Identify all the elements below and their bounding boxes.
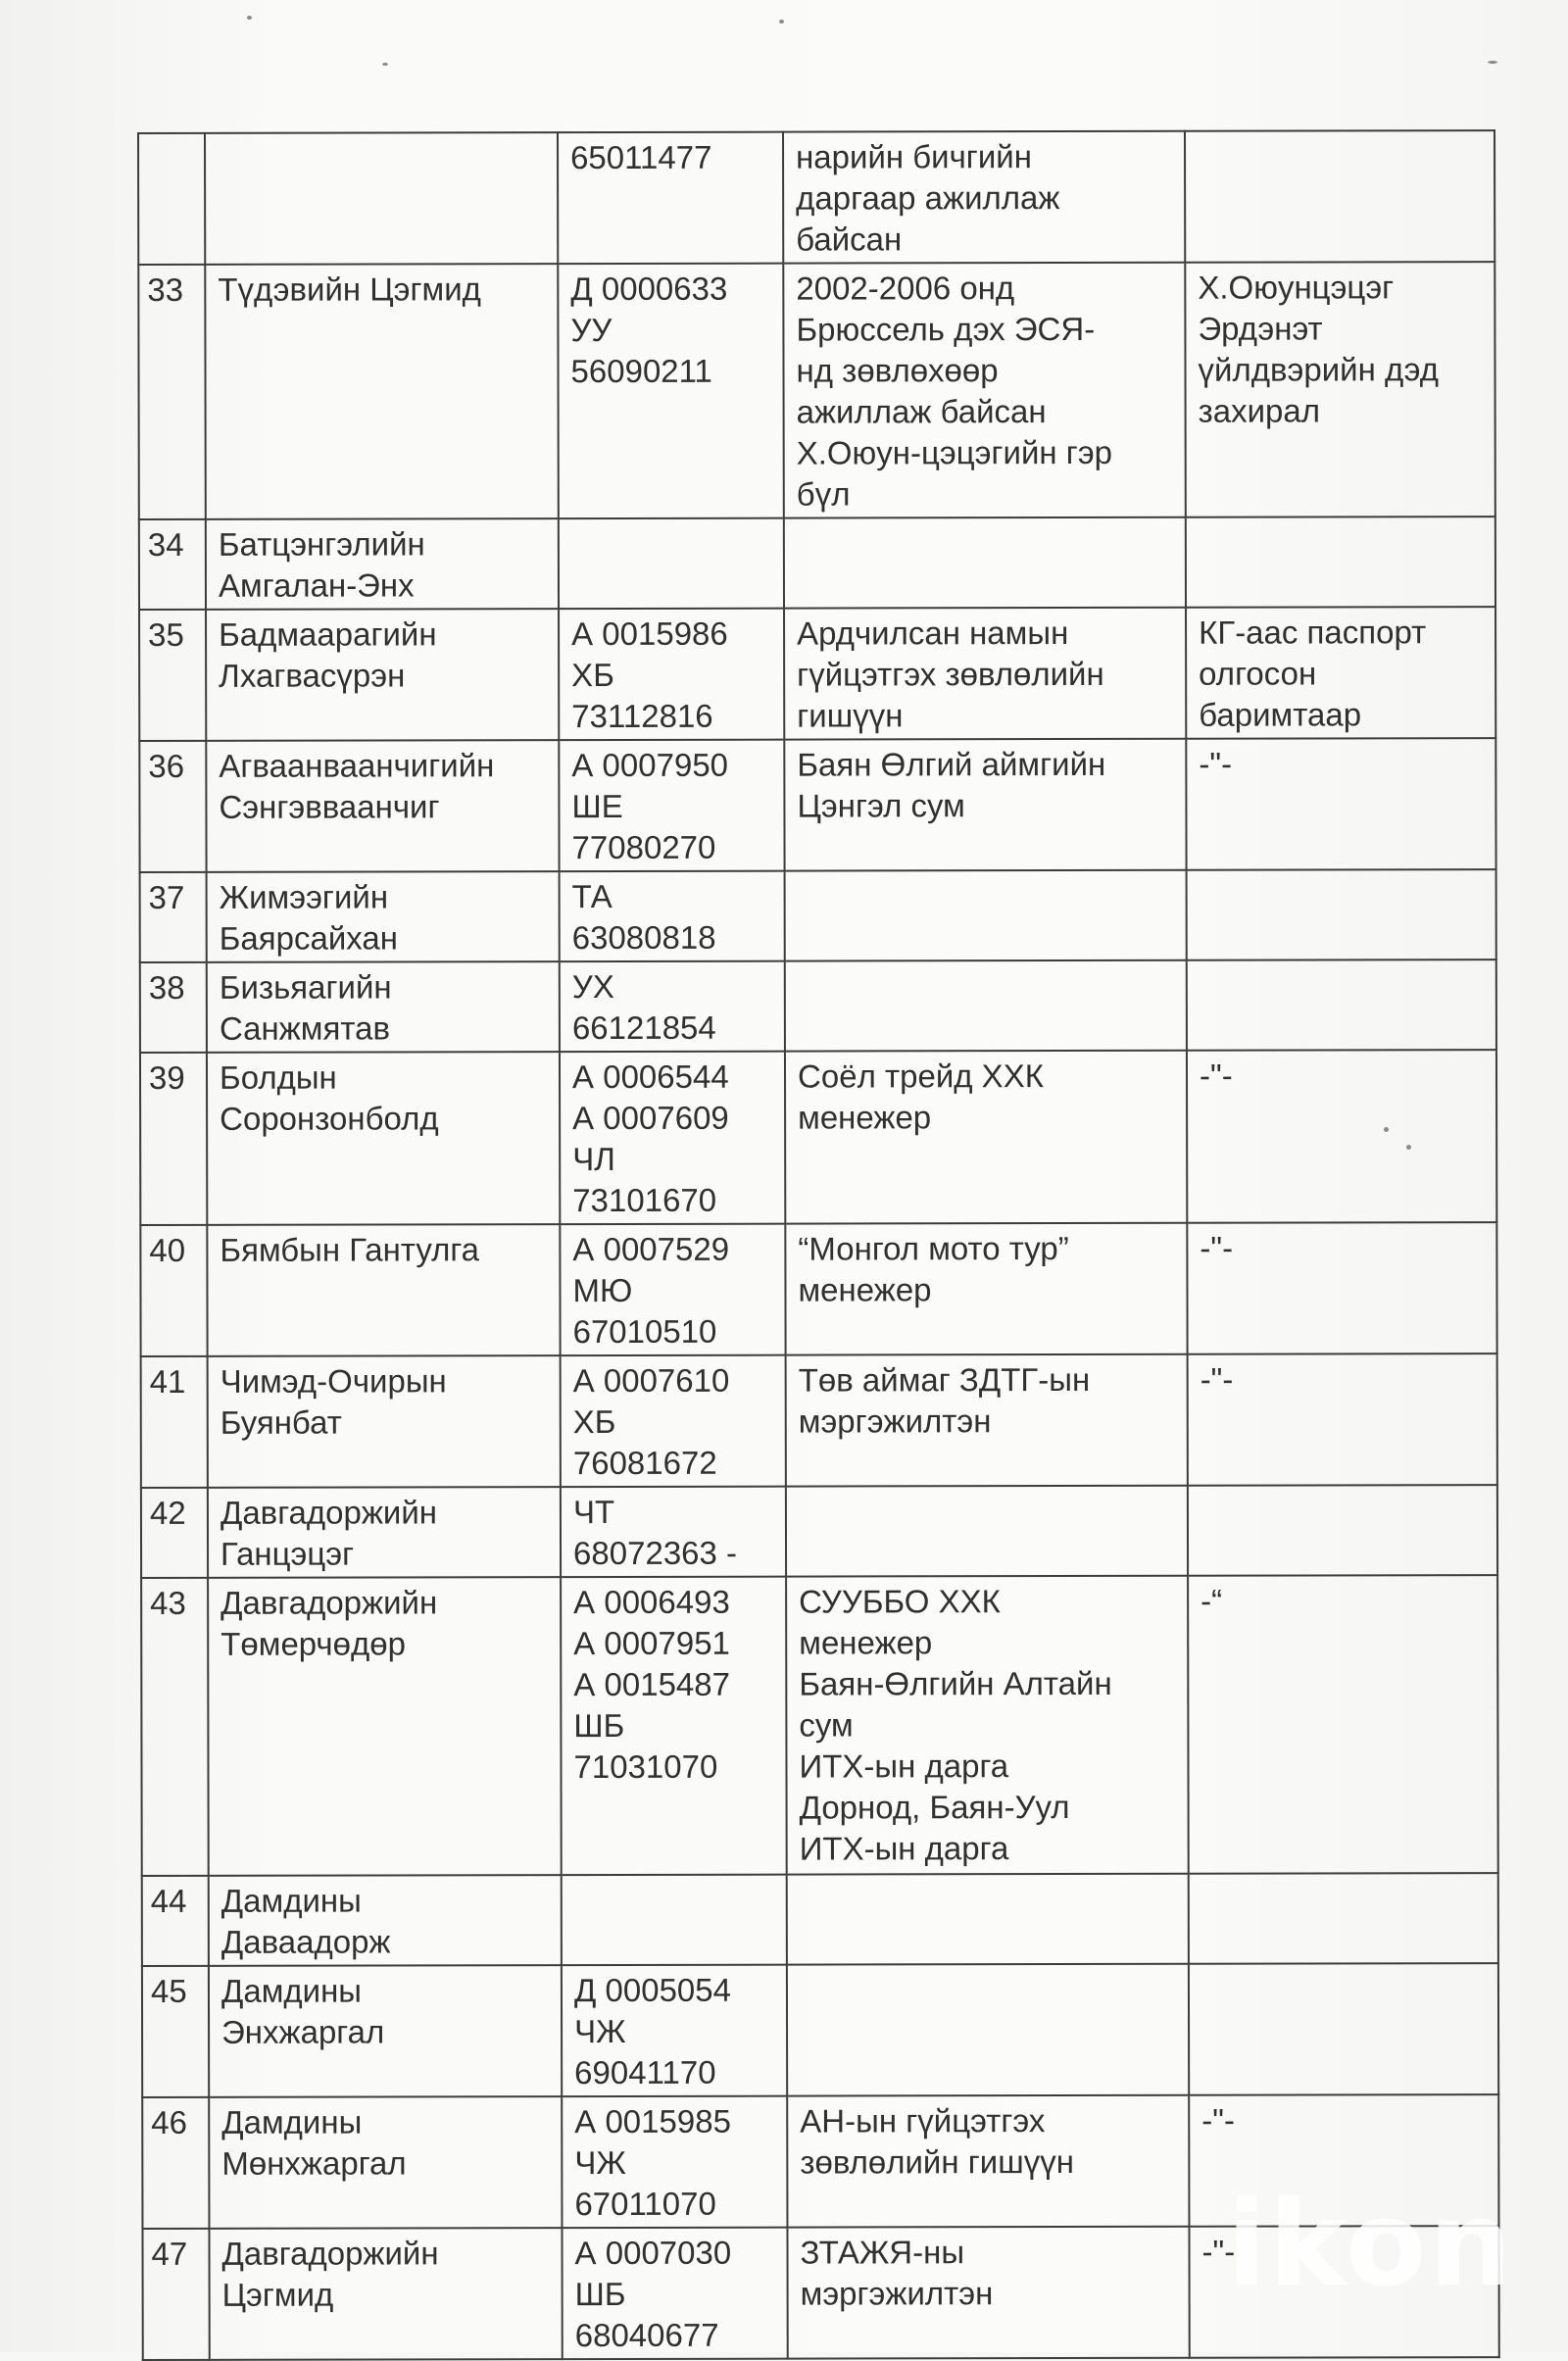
document-ids xyxy=(562,1875,787,1965)
position-info: нарийн бичгийн даргаар ажиллаж байсан xyxy=(783,131,1185,264)
document-ids xyxy=(559,518,784,609)
document-ids: А 0007030 ШБ 68040677 xyxy=(562,2228,787,2359)
position-info: Соёл трейд ХХК менежер xyxy=(785,1051,1187,1224)
note: -"- xyxy=(1187,1222,1496,1354)
note xyxy=(1189,1873,1498,1964)
position-info xyxy=(785,960,1187,1052)
position-info: Төв аймаг ЗДТГ-ын мэргэжилтэн xyxy=(786,1354,1188,1487)
person-name: Чимэд-Очирын Буянбат xyxy=(208,1355,561,1488)
row-number: 46 xyxy=(142,2097,209,2229)
row-number: 42 xyxy=(141,1488,208,1578)
note xyxy=(1187,959,1496,1051)
position-info: 2002-2006 онд Брюссель дэх ЭСЯ- нд зөвлөхөөр ажиллаж байсан Х.Оюун-цэцэгийн гэр бүл xyxy=(783,263,1186,518)
table-row xyxy=(138,262,1495,519)
scan-speck xyxy=(382,63,388,66)
document-ids: Д 0005054 ЧЖ 69041170 xyxy=(562,1965,787,2096)
table-row xyxy=(140,1222,1496,1356)
document-ids: 65011477 xyxy=(558,132,783,264)
row-number: 47 xyxy=(142,2229,209,2360)
person-name: Дамдины Даваадорж xyxy=(209,1875,562,1966)
table-row xyxy=(138,130,1494,265)
row-number xyxy=(138,133,205,265)
document-ids: А 0007529 МЮ 67010510 xyxy=(560,1224,785,1355)
roster-body xyxy=(138,130,1499,2360)
position-info xyxy=(784,517,1186,609)
row-number: 38 xyxy=(140,962,207,1053)
table-row xyxy=(142,1873,1498,1966)
note: -"- xyxy=(1188,1353,1497,1486)
row-number: 35 xyxy=(139,610,206,741)
position-info: ЗТАЖЯ-ны мэргэжилтэн xyxy=(787,2227,1189,2359)
document-ids: А 0006493 А 0007951 А 0015487 ШБ 71031070 xyxy=(561,1577,787,1875)
person-name: Бямбын Гантулга xyxy=(207,1224,560,1356)
person-name: Жимээгийн Баярсайхан xyxy=(207,871,560,962)
scan-speck xyxy=(779,20,784,24)
person-name xyxy=(205,132,558,265)
scan-speck xyxy=(1488,61,1497,64)
watermark-logo: ikon xyxy=(1226,2177,1514,2313)
note: -"- xyxy=(1186,738,1495,870)
table-row xyxy=(141,1575,1498,1876)
person-name: Агваанваанчигийн Сэнгэвваанчиг xyxy=(206,740,559,872)
note xyxy=(1188,1485,1497,1576)
position-info: “Монгол мото тур” менежер xyxy=(785,1223,1187,1355)
person-name: Дамдины Энхжаргал xyxy=(209,1965,562,2097)
document-ids: А 0007950 ШЕ 77080270 xyxy=(559,740,784,871)
table-row xyxy=(141,1353,1497,1488)
table-row xyxy=(139,738,1495,872)
row-number: 37 xyxy=(140,872,207,962)
row-number: 41 xyxy=(141,1356,208,1488)
position-info: Баян Өлгий аймгийн Цэнгэл сум xyxy=(784,739,1186,871)
person-name: Дамдины Мөнхжаргал xyxy=(209,2096,562,2229)
row-number: 45 xyxy=(142,1966,209,2097)
note: КГ-аас паспорт олгосон баримтаар xyxy=(1186,607,1495,739)
document-ids: УХ 66121854 xyxy=(560,961,785,1052)
person-name: Давгадоржийн Ганцэцэг xyxy=(208,1487,561,1578)
position-info xyxy=(787,1964,1189,2096)
note xyxy=(1189,1963,1498,2095)
table-row xyxy=(142,1963,1498,2097)
roster-table xyxy=(137,129,1500,2361)
row-number: 36 xyxy=(139,741,206,872)
note: -"- xyxy=(1187,1050,1496,1223)
position-info: Ардчилсан намын гүйцэтгэх зөвлөлийн гишүүн xyxy=(784,608,1186,740)
note: -“ xyxy=(1188,1575,1498,1874)
position-info: АН-ын гүйцэтгэх зөвлөлийн гишүүн xyxy=(787,2095,1189,2228)
note xyxy=(1187,869,1496,960)
row-number: 39 xyxy=(140,1053,207,1225)
note: Х.Оюунцэцэг Эрдэнэт үйлдвэрийн дэд захирал xyxy=(1185,262,1495,517)
row-number: 43 xyxy=(141,1578,209,1876)
table-row xyxy=(140,1050,1496,1225)
row-number: 34 xyxy=(139,519,206,610)
person-name: Давгадоржийн Төмерчөдөр xyxy=(208,1577,562,1876)
document-ids: Д 0000633 УУ 56090211 xyxy=(558,264,784,518)
document-ids: А 0015986 ХБ 73112816 xyxy=(559,609,784,740)
scan-speck xyxy=(247,16,252,20)
position-info: СУУББО ХХК менежер Баян-Өлгийн Алтайн сум ИТХ-ын дарга Дорнод, Баян-Уул ИТХ-ын дарга xyxy=(786,1576,1189,1875)
row-number: 40 xyxy=(140,1225,207,1356)
document-ids: А 0007610 ХБ 76081672 xyxy=(561,1355,786,1487)
table-row xyxy=(139,607,1495,741)
note xyxy=(1185,130,1494,263)
person-name: Бизьяагийн Санжмятав xyxy=(207,961,560,1053)
note xyxy=(1186,516,1495,608)
position-info xyxy=(787,1874,1189,1965)
table-row xyxy=(140,959,1496,1053)
table-row xyxy=(140,869,1496,962)
document-ids: А 0015985 ЧЖ 67011070 xyxy=(562,2096,787,2228)
table-row xyxy=(141,1485,1497,1578)
row-number: 33 xyxy=(138,265,206,519)
position-info xyxy=(785,870,1187,961)
person-name: Давгадоржийн Цэгмид xyxy=(209,2228,562,2360)
person-name: Бадмаарагийн Лхагвасүрэн xyxy=(206,609,559,741)
person-name: Болдын Соронзонболд xyxy=(207,1052,560,1225)
document-ids: А 0006544 А 0007609 ЧЛ 73101670 xyxy=(560,1052,785,1224)
note: -"- xyxy=(1189,2094,1498,2227)
person-name: Түдэвийн Цэгмид xyxy=(205,264,559,519)
document-ids: ЧТ 68072363 - xyxy=(561,1487,786,1577)
row-number: 44 xyxy=(142,1876,209,1966)
position-info xyxy=(786,1486,1188,1577)
document-ids: ТА 63080818 xyxy=(560,871,785,961)
table-row xyxy=(139,516,1495,610)
person-name: Батцэнгэлийн Амгалан-Энх xyxy=(206,518,559,610)
note: -"- xyxy=(1189,2226,1498,2358)
